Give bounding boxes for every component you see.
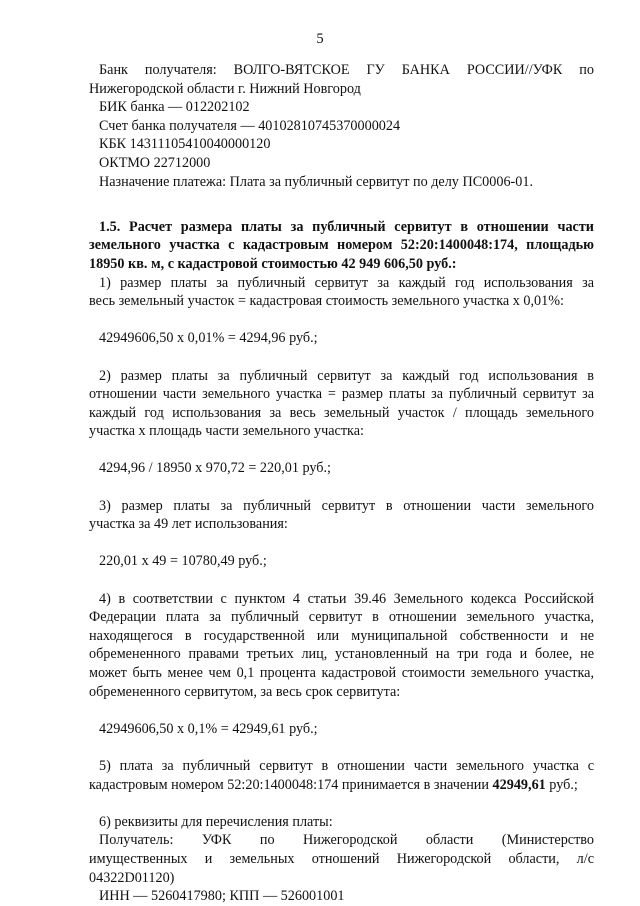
item-line: каждый год использования за весь земельный участок / площадь земельного (89, 404, 594, 421)
section-heading (89, 218, 594, 274)
item-line: 2) размер платы за публичный сервитут за каждый год использования в (99, 367, 594, 384)
item-line: участка за 49 лет использования: (89, 516, 288, 533)
document-body (89, 61, 594, 906)
item-line: участка х площадь части земельного участка: (89, 423, 364, 440)
inn-kpp: ИНН — 5260417980; КПП — 526001001 (99, 888, 345, 905)
page-number: 5 (316, 31, 324, 47)
item-6 (89, 813, 594, 906)
item-line: может быть менее чем 0,1 процента кадастровой стоимости земельного участка, (89, 665, 594, 681)
recipient-line: Получатель: УФК по Нижегородской области (Министерство (99, 832, 594, 849)
item-line: отношении части земельного участка = размер платы за публичный сервитут за (89, 386, 594, 403)
bank-line: Счет банка получателя — 40102810745370000024 (99, 117, 401, 134)
item-line: Федерации плата за публичный сервитут в отношении земельного участка, (89, 609, 594, 626)
formula-4: 42949606,50 х 0,1% = 42949,61 руб.; (99, 720, 318, 737)
formula-2: 4294,96 / 18950 х 970,72 = 220,01 руб.; (99, 460, 331, 477)
item-line: весь земельный участок = кадастровая стоимость земельного участка х 0,01%: (89, 293, 564, 310)
heading-line: 1.5. Расчет размера платы за публичный сервитут в отношении части (99, 218, 594, 235)
item-line: 1) размер платы за публичный сервитут за каждый год использования за (99, 274, 594, 291)
heading-line: 18950 кв. м, с кадастровой стоимостью 42 949 606,50 руб.: (89, 255, 457, 272)
item-4 (89, 590, 594, 702)
item-5-text: кадастровым номером 52:20:1400048:174 принимается в значении (89, 776, 493, 793)
item-line: обремененного сервитутом, за весь срок сервитута: (89, 683, 401, 700)
item-5-value: 42949,61 (492, 776, 546, 793)
item-line: 5) плата за публичный сервитут в отношении части земельного участка с (99, 757, 594, 774)
item-line: находящегося в государственной или муниципальной собственности и не (89, 627, 594, 644)
bank-line: Назначение платежа: Плата за публичный сервитут по делу ПС0006-01. (99, 173, 533, 190)
bank-line: Банк получателя: ВОЛГО-ВЯТСКОЕ ГУ БАНКА РОССИИ//УФК по (99, 62, 594, 78)
bank-line: БИК банка — 012202102 (99, 99, 250, 116)
item-3 (89, 497, 594, 534)
bank-line: КБК 14311105410040000120 (99, 136, 271, 153)
bank-line: ОКТМО 22712000 (99, 154, 211, 171)
item-line: 3) размер платы за публичный сервитут в отношении части земельного (99, 497, 594, 514)
formula-1: 42949606,50 х 0,01% = 4294,96 руб.; (99, 330, 318, 347)
item-line (89, 776, 594, 795)
bank-line: Нижегородской области г. Нижний Новгород (89, 80, 361, 97)
heading-line: земельного участка с кадастровым номером 52:20:1400048:174, площадью (89, 237, 594, 254)
formula-3: 220,01 х 49 = 10780,49 руб.; (99, 553, 267, 570)
recipient-line: 04322D01120) (89, 869, 175, 886)
item-6-title: 6) реквизиты для перечисления платы: (99, 813, 333, 830)
item-5 (89, 757, 594, 794)
item-1 (89, 274, 594, 311)
item-2 (89, 367, 594, 441)
bank-details (89, 61, 594, 191)
item-line: обремененного правами третьих лиц, установленный на три года и более, не (89, 646, 594, 663)
item-5-suffix: руб.; (545, 776, 578, 793)
item-line: 4) в соответствии с пунктом 4 статьи 39.46 Земельного кодекса Российской (99, 590, 594, 607)
recipient-line: имущественных и земельных отношений Нижегородской области, л/с (89, 850, 594, 867)
